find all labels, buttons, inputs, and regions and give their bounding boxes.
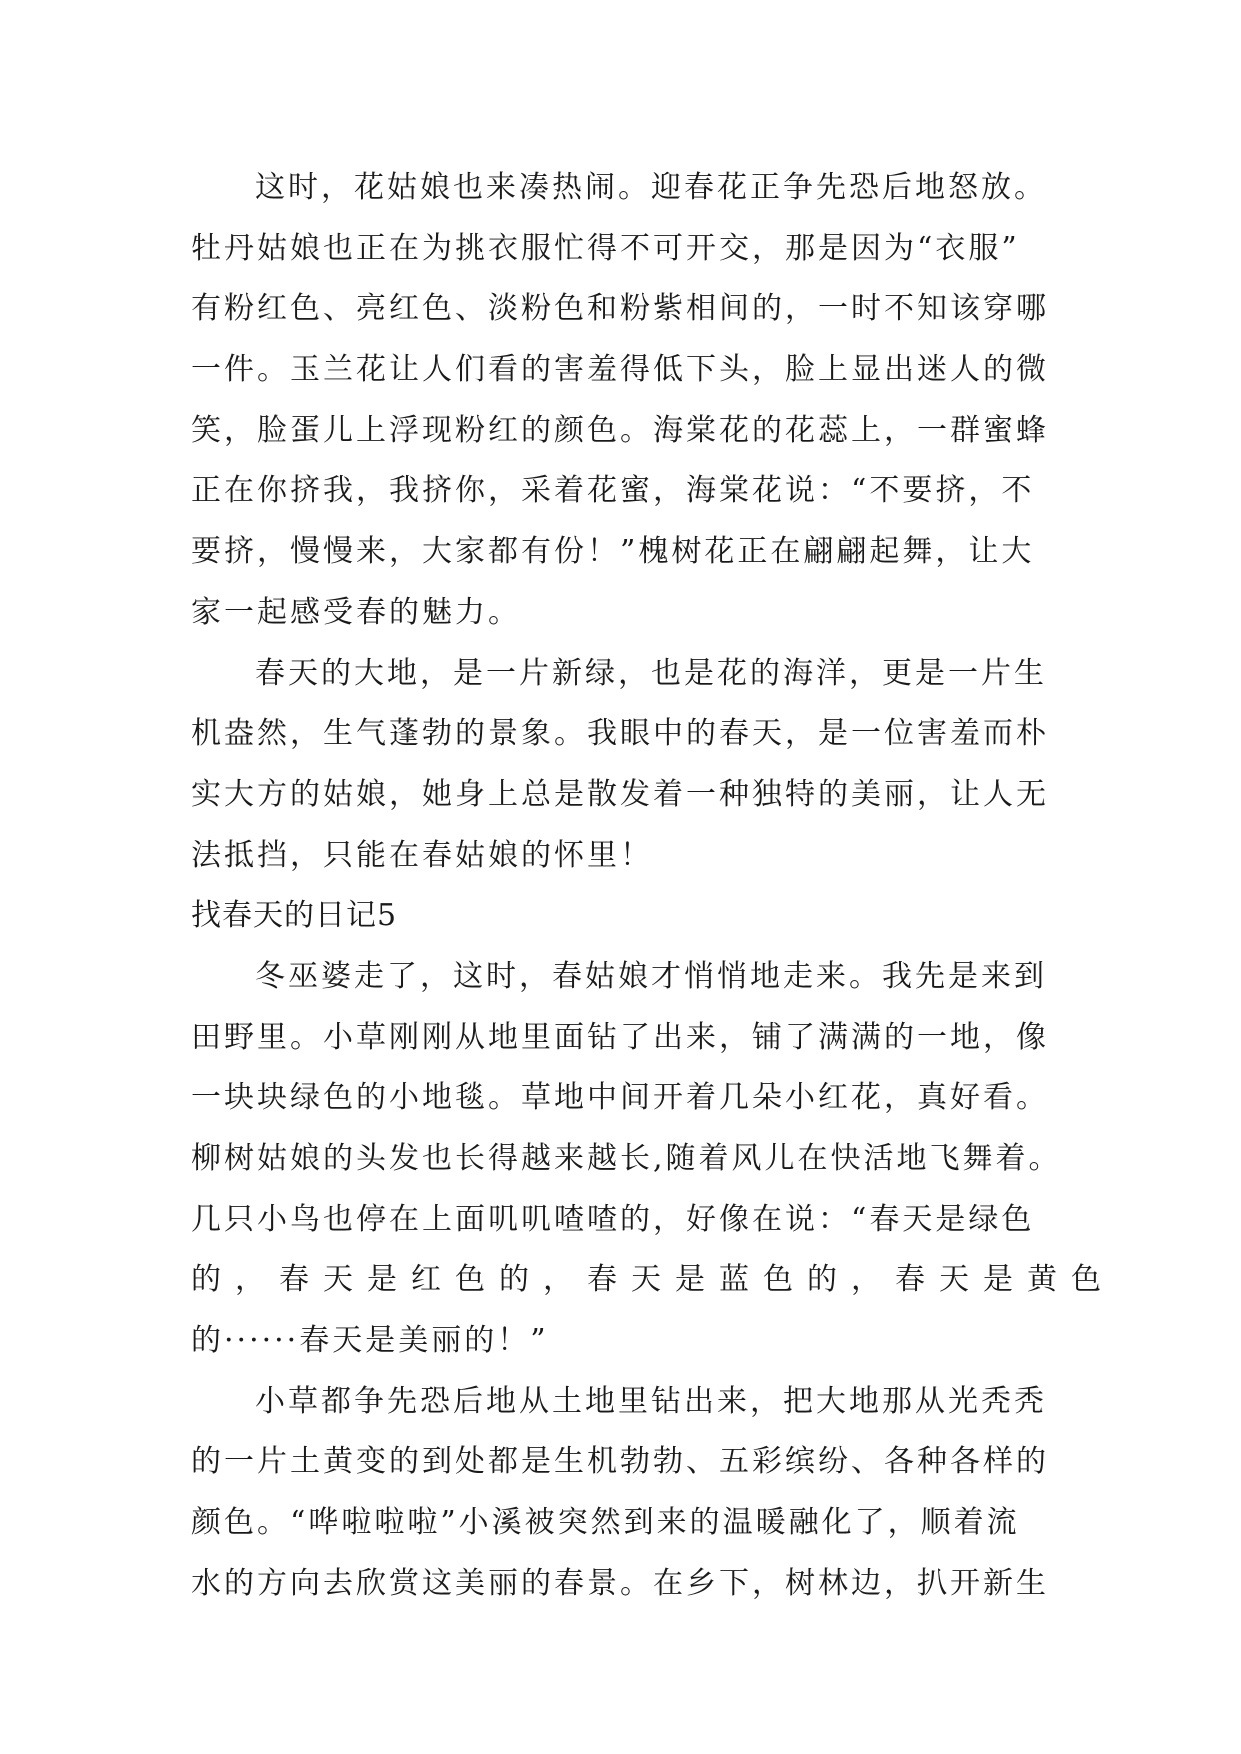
text-line: 有粉红色、亮红色、淡粉色和粉紫相间的，一时不知该穿哪 — [191, 291, 1049, 327]
text-line: 颜色。“哗啦啦啦”小溪被突然到来的温暖融化了，顺着流 — [191, 1505, 1020, 1541]
text-line: 水的方向去欣赏这美丽的春景。在乡下，树林边，扒开新生 — [191, 1565, 1049, 1601]
text-line: 实大方的姑娘，她身上总是散发着一种独特的美丽，让人无 — [191, 776, 1049, 812]
paragraph-1 — [191, 158, 1051, 644]
text-line: 家一起感受春的魅力。 — [191, 594, 521, 630]
section-heading: 找春天的日记5 — [191, 898, 398, 934]
text-line: 一块块绿色的小地毯。草地中间开着几朵小红花，真好看。 — [191, 1080, 1049, 1116]
text-line: 几只小鸟也停在上面叽叽喳喳的，好像在说：“春天是绿色 — [191, 1201, 1035, 1237]
paragraph-2 — [191, 644, 1051, 887]
text-line: 要挤，慢慢来，大家都有份！”槐树花正在翩翩起舞，让大 — [191, 534, 1035, 570]
paragraph-4 — [191, 1372, 1051, 1615]
text-line: 机盎然，生气蓬勃的景象。我眼中的春天，是一位害羞而朴 — [191, 716, 1049, 752]
text-line: 这时，花姑娘也来凑热闹。迎春花正争先恐后地怒放。 — [255, 170, 1047, 205]
text-line: 笑，脸蛋儿上浮现粉红的颜色。海棠花的花蕊上，一群蜜蜂 — [191, 412, 1049, 448]
text-line: 小草都争先恐后地从土地里钻出来，把大地那从光秃秃 — [255, 1383, 1047, 1419]
text-line: 牡丹姑娘也正在为挑衣服忙得不可开交，那是因为“衣服” — [191, 230, 1020, 266]
document-body — [191, 158, 1115, 1615]
text-line: 法抵挡，只能在春姑娘的怀里！ — [191, 837, 653, 873]
text-line: 正在你挤我，我挤你，采着花蜜，海棠花说：“不要挤，不 — [191, 473, 1035, 509]
text-line: 春天的大地，是一片新绿，也是花的海洋，更是一片生 — [255, 655, 1047, 691]
text-line: 田野里。小草刚刚从地里面钻了出来，铺了满满的一地，像 — [191, 1019, 1049, 1055]
paragraph-3 — [191, 947, 1115, 1372]
text-line: 冬巫婆走了，这时，春姑娘才悄悄地走来。我先是来到 — [255, 958, 1047, 994]
text-line: 的，春天是红色的，春天是蓝色的，春天是黄色 — [191, 1262, 1115, 1298]
text-line: 的一片土黄变的到处都是生机勃勃、五彩缤纷、各种各样的 — [191, 1444, 1049, 1480]
text-line: 柳树姑娘的头发也长得越来越长,随着风儿在快活地飞舞着。 — [191, 1141, 1062, 1176]
text-line: 的······春天是美丽的！” — [191, 1323, 549, 1359]
text-line: 一件。玉兰花让人们看的害羞得低下头，脸上显出迷人的微 — [191, 352, 1049, 388]
